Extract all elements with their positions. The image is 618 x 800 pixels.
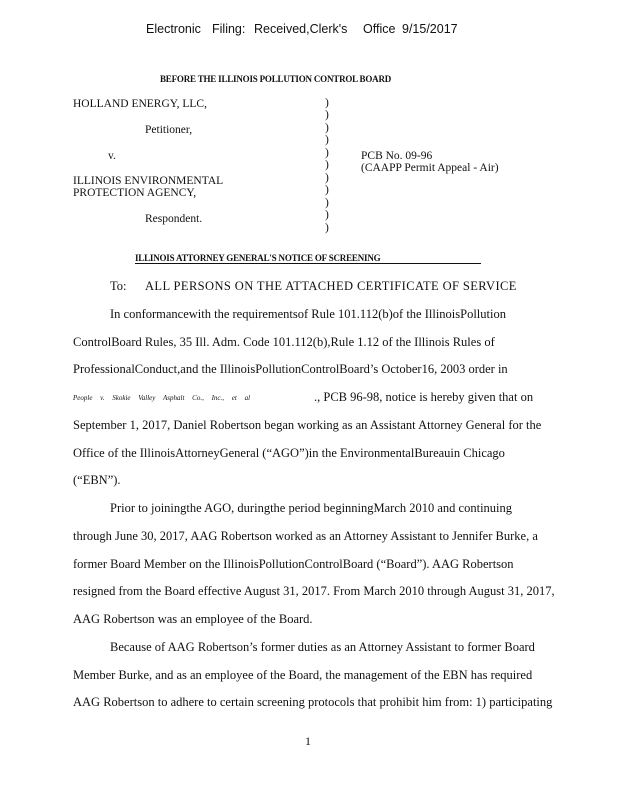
para3-line2: Member Burke, and as an employee of the Board, the management of the EBN has required	[73, 668, 533, 682]
para1-line6: Office of the IllinoisAttorneyGeneral (“AGO”)in the EnvironmentalBureauin Chicago	[73, 446, 505, 460]
case-number: PCB No. 09-96	[361, 150, 433, 162]
header-office: Office	[363, 22, 396, 36]
respondent-line-2: PROTECTION AGENCY,	[73, 187, 197, 199]
para3-line1: Because of AAG Robertson’s former duties as an Attorney Assistant to former Board	[110, 640, 535, 654]
to-label: To:	[110, 279, 127, 293]
caption-paren: )	[325, 172, 329, 184]
para2-line2: through June 30, 2017, AAG Robertson worked as an Attorney Assistant to Jennifer Burke, a	[73, 529, 538, 543]
caption-paren: )	[325, 147, 329, 159]
caption-paren: )	[325, 97, 329, 109]
caption-paren: )	[325, 197, 329, 209]
case-type: (CAAPP Permit Appeal - Air)	[361, 162, 499, 174]
caption-paren: )	[325, 159, 329, 171]
para1-line7: (“EBN”).	[73, 473, 121, 487]
para1-line4: ., PCB 96-98, notice is hereby given that on	[314, 390, 534, 404]
para2-line4: resigned from the Board effective August 31, 2017. From March 2010 through August 31, 2017,	[73, 584, 555, 598]
header-received: Received,Clerk's	[254, 22, 348, 36]
para3-line3: AAG Robertson to adhere to certain screening protocols that prohibit him from: 1) participating	[73, 695, 553, 709]
caption-paren: )	[325, 134, 329, 146]
respondent-line-1: ILLINOIS ENVIRONMENTAL	[73, 175, 224, 187]
header-electronic: Electronic	[146, 22, 201, 36]
respondent-role: Respondent.	[145, 213, 203, 225]
caption-paren: )	[325, 222, 329, 234]
para1-line1: In conformancewith the requirementsof Rule 101.112(b)of the IllinoisPollution	[110, 307, 506, 321]
to-text: ALL PERSONS ON THE ATTACHED CERTIFICATE OF SERVICE	[145, 279, 517, 293]
para1-line3: ProfessionalConduct,and the IllinoisPollutionControlBoard’s October16, 2003 order in	[73, 362, 508, 376]
page-number: 1	[305, 734, 311, 748]
para1-case-citation: People v. Skokie Valley Asphalt Co., Inc., et al	[73, 394, 251, 402]
versus: v.	[108, 150, 116, 162]
header-date: 9/15/2017	[402, 22, 458, 36]
court-title: BEFORE THE ILLINOIS POLLUTION CONTROL BOARD	[160, 74, 392, 84]
para2-line5: AAG Robertson was an employee of the Board.	[73, 612, 313, 626]
caption-paren: )	[325, 109, 329, 121]
para1-line5: September 1, 2017, Daniel Robertson began working as an Assistant Attorney General for the	[73, 418, 542, 432]
para2-line3: former Board Member on the IllinoisPollutionControlBoard (“Board”). AAG Robertson	[73, 557, 514, 571]
caption-paren: )	[325, 184, 329, 196]
caption-paren: )	[325, 122, 329, 134]
header-filing: Filing:	[212, 22, 246, 36]
para2-line1: Prior to joiningthe AGO, duringthe period beginningMarch 2010 and continuing	[110, 501, 513, 515]
petitioner-name: HOLLAND ENERGY, LLC,	[73, 98, 207, 110]
notice-title: ILLINOIS ATTORNEY GENERAL'S NOTICE OF SCREENING	[135, 253, 481, 264]
caption-paren: )	[325, 209, 329, 221]
para1-line2: ControlBoard Rules, 35 Ill. Adm. Code 101.112(b),Rule 1.12 of the Illinois Rules of	[73, 335, 495, 349]
petitioner-role: Petitioner,	[145, 124, 193, 136]
